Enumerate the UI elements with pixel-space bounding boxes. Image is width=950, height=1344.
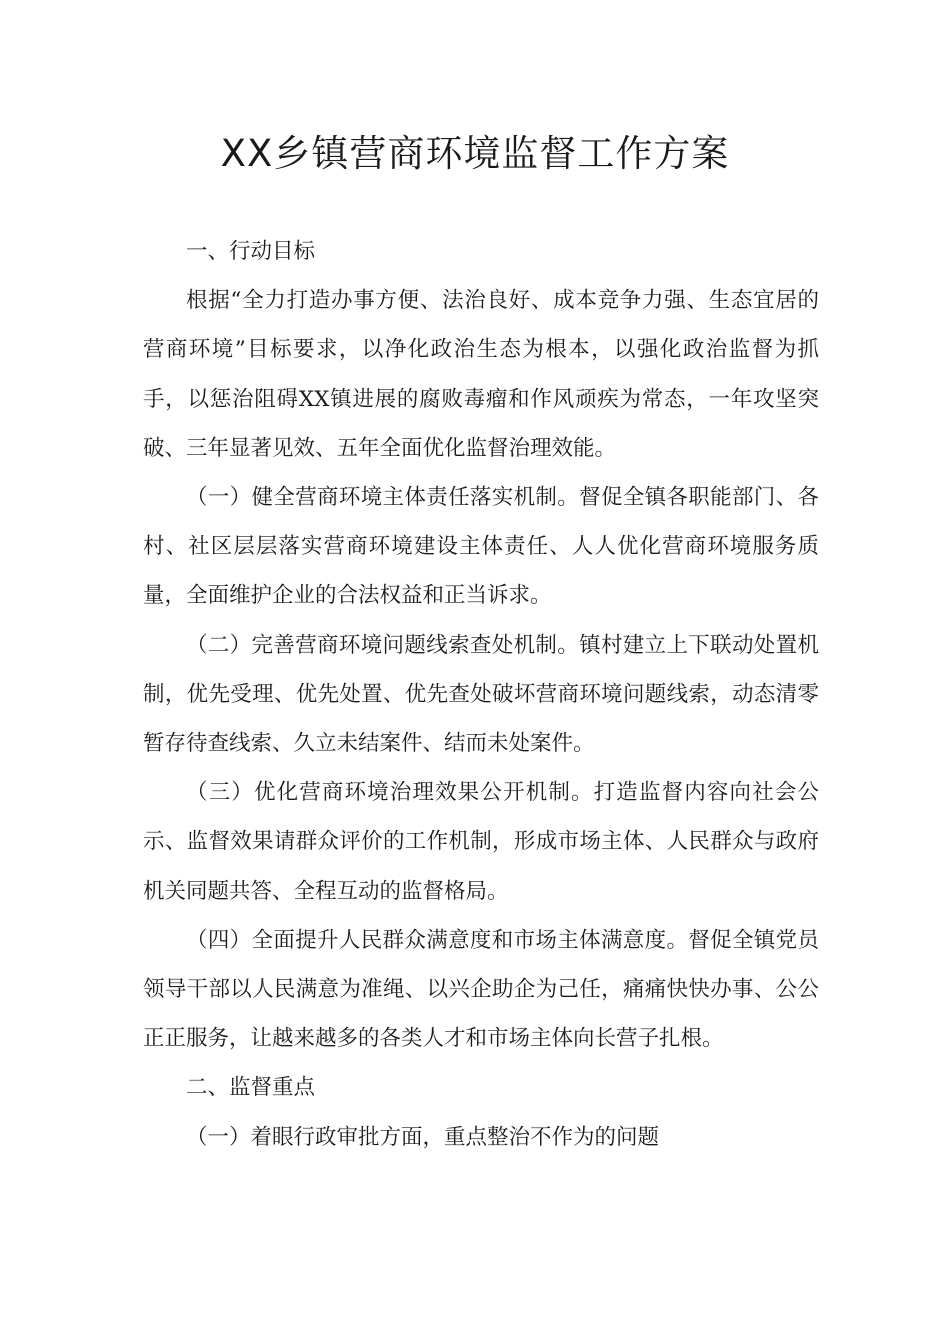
- paragraph: （三）优化营商环境治理效果公开机制。打造监督内容向社会公示、监督效果请群众评价的工作机制，形成市场主体、人民群众与政府机关同题共答、全程互动的监督格局。: [143, 780, 819, 904]
- paragraph: （一）健全营商环境主体责任落实机制。督促全镇各职能部门、各村、社区层层落实营商环境建设主体责任、人人优化营商环境服务质量，全面维护企业的合法权益和正当诉求。: [143, 485, 819, 609]
- subsection-heading: （一）着眼行政审批方面，重点整治不作为的问题: [186, 1124, 660, 1150]
- paragraph: （四）全面提升人民群众满意度和市场主体满意度。督促全镇党员领导干部以人民满意为准绳、以兴企助企为己任，痛痛快快办事、公公正正服务，让越来越多的各类人才和市场主体向长营子扎根。: [143, 927, 819, 1052]
- paragraph: （二）完善营商环境问题线索查处机制。镇村建立上下联动处置机制，优先受理、优先处置、优先查处破坏营商环境问题线索，动态清零暂存待查线索、久立未结案件、结而未处案件。: [143, 632, 819, 757]
- document-body: [143, 227, 819, 1162]
- section-heading: 二、监督重点: [186, 1075, 316, 1101]
- document-title: XX乡镇营商环境监督工作方案: [220, 132, 730, 175]
- paragraph: 根据“全力打造办事方便、法治良好、成本竞争力强、生态宜居的营商环境”目标要求，以净化政治生态为根本，以强化政治监督为抓手，以惩治阻碍XX镇进展的腐败毒瘤和作风顽疾为常态，一年攻坚突破、三年显著见效、五年全面优化监督治理效能。: [143, 288, 819, 461]
- section-heading: 一、行动目标: [186, 239, 316, 264]
